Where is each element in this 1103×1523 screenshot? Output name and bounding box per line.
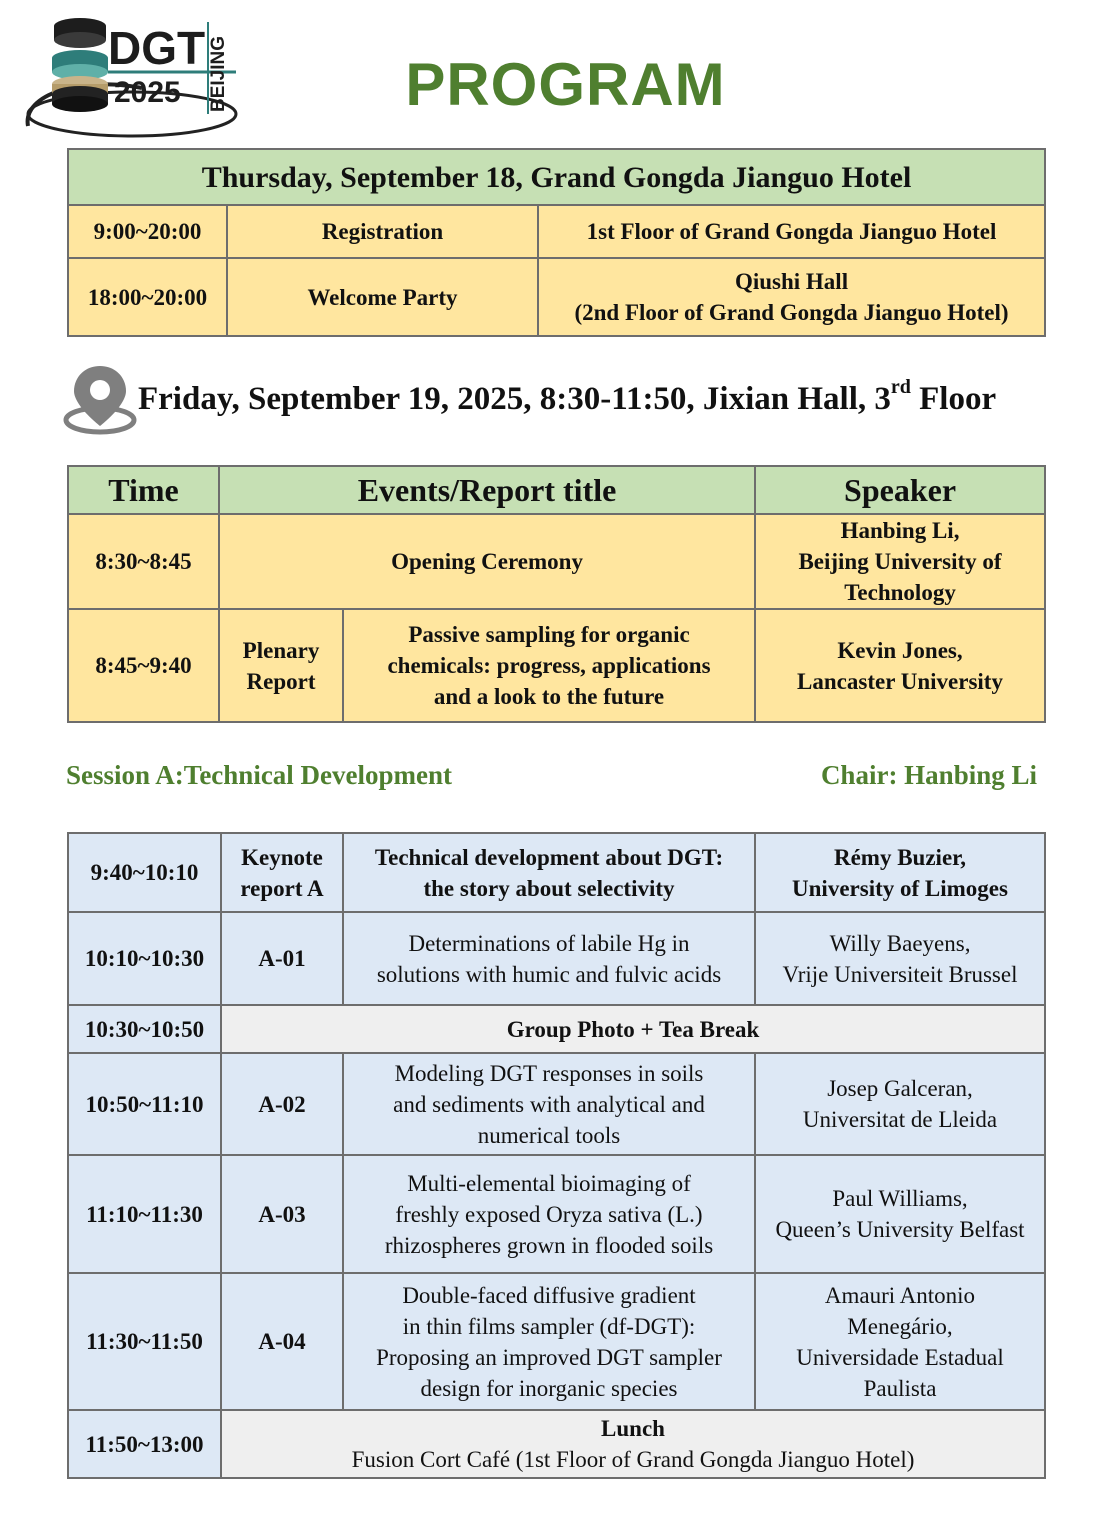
title-line: freshly exposed Oryza sativa (L.) xyxy=(395,1201,703,1227)
title-line: in thin films sampler (df-DGT): xyxy=(402,1313,696,1339)
friday-heading xyxy=(138,376,997,418)
row-time: 10:30~10:50 xyxy=(68,1005,221,1053)
speaker-line: Amauri Antonio xyxy=(824,1282,976,1308)
speaker-line: Paulista xyxy=(863,1375,937,1401)
code-line: Keynote xyxy=(241,844,323,870)
friday-heading-end: Floor xyxy=(910,381,997,417)
speaker-line: Universidade Estadual xyxy=(796,1344,1004,1370)
row-title xyxy=(343,1053,755,1155)
title-line: rhizospheres grown in flooded soils xyxy=(384,1232,714,1258)
row-time: 10:50~11:10 xyxy=(68,1053,221,1155)
row-speaker xyxy=(755,1053,1045,1155)
title-line: Technical development about DGT: xyxy=(374,844,724,870)
table-row xyxy=(68,514,1045,609)
speaker-line: Technology xyxy=(844,580,956,605)
logo-abbrev: DGT xyxy=(108,22,206,74)
row-event: Registration xyxy=(227,205,538,258)
row-speaker xyxy=(755,912,1045,1005)
title-line: design for inorganic species xyxy=(420,1375,678,1401)
lunch-label: Lunch xyxy=(601,1416,665,1441)
speaker-line: University of Limoges xyxy=(792,875,1008,901)
table-row xyxy=(68,609,1045,722)
row-speaker xyxy=(755,1273,1045,1410)
row-type xyxy=(219,609,343,722)
row-time: 10:10~10:30 xyxy=(68,912,221,1005)
location-pin-icon xyxy=(62,362,138,438)
speaker-line: Paul Williams, xyxy=(832,1186,968,1211)
speaker-line: Willy Baeyens, xyxy=(829,930,971,956)
title-line: and sediments with analytical and xyxy=(393,1091,705,1117)
table-row xyxy=(68,205,1045,258)
table-row xyxy=(68,1273,1045,1410)
row-time: 11:30~11:50 xyxy=(68,1273,221,1410)
type-line: Report xyxy=(246,668,316,694)
title-line: Proposing an improved DGT sampler xyxy=(376,1344,722,1370)
speaker-line: Josep Galceran, xyxy=(827,1076,973,1101)
table-row xyxy=(68,833,1045,912)
title-line: numerical tools xyxy=(477,1122,621,1148)
speaker-line: Queen’s University Belfast xyxy=(775,1217,1025,1242)
plenary-schedule-table xyxy=(67,465,1046,723)
thursday-schedule-table xyxy=(67,148,1046,337)
table-row xyxy=(68,1410,1045,1478)
speaker-line: Kevin Jones, xyxy=(837,637,963,663)
row-code: A-03 xyxy=(221,1155,343,1273)
col-header-event: Events/Report title xyxy=(219,466,755,514)
row-time: 8:30~8:45 xyxy=(68,514,219,609)
place-line-2: (2nd Floor of Grand Gongda Jianguo Hotel) xyxy=(574,300,1009,325)
row-title xyxy=(343,1155,755,1273)
row-time: 11:50~13:00 xyxy=(68,1410,221,1478)
row-time: 18:00~20:00 xyxy=(68,258,227,336)
row-event: Welcome Party xyxy=(227,258,538,336)
session-a-chair: Chair: Hanbing Li xyxy=(820,760,1037,790)
logo-city: BEIJING xyxy=(208,35,229,112)
friday-heading-text: Friday, September 19, 2025, 8:30-11:50, Jixian Hall, 3 xyxy=(138,381,891,417)
title-line: and a look to the future xyxy=(433,684,665,709)
thursday-heading: Thursday, September 18, Grand Gongda Jianguo Hotel xyxy=(68,149,1045,205)
thursday-heading-row xyxy=(68,149,1045,205)
table-row xyxy=(68,1155,1045,1273)
logo-year: 2025 xyxy=(114,76,181,109)
session-a-table xyxy=(67,832,1046,1479)
speaker-line: Hanbing Li, xyxy=(840,518,960,543)
title-line: Double-faced diffusive gradient xyxy=(402,1282,696,1308)
row-code xyxy=(221,833,343,912)
title-line: Multi-elemental bioimaging of xyxy=(407,1170,691,1196)
row-place xyxy=(538,258,1045,336)
session-a-title: Session A:Technical Development xyxy=(66,760,453,790)
table-row xyxy=(68,1053,1045,1155)
row-code: A-04 xyxy=(221,1273,343,1410)
break-label: Group Photo + Tea Break xyxy=(221,1005,1045,1053)
speaker-line: Beijing University of xyxy=(798,549,1002,574)
header-row xyxy=(68,466,1045,514)
row-title xyxy=(343,1273,755,1410)
col-header-speaker: Speaker xyxy=(755,466,1045,514)
row-title xyxy=(343,833,755,912)
speaker-line: Universitat de Lleida xyxy=(802,1107,998,1132)
col-header-time: Time xyxy=(68,466,219,514)
row-title xyxy=(343,609,755,722)
title-line: solutions with humic and fulvic acids xyxy=(376,961,722,987)
lunch-cell xyxy=(221,1410,1045,1478)
type-line: Plenary xyxy=(242,637,320,663)
row-time: 11:10~11:30 xyxy=(68,1155,221,1273)
row-title xyxy=(343,912,755,1005)
table-row xyxy=(68,1005,1045,1053)
row-speaker xyxy=(755,609,1045,722)
row-time: 9:00~20:00 xyxy=(68,205,227,258)
title-line: Passive sampling for organic xyxy=(408,622,690,647)
title-line: chemicals: progress, applications xyxy=(387,653,711,678)
table-row xyxy=(68,258,1045,336)
page-title: PROGRAM xyxy=(405,51,726,118)
title-line: the story about selectivity xyxy=(423,875,675,901)
lunch-place: Fusion Cort Café (1st Floor of Grand Gongda Jianguo Hotel) xyxy=(351,1447,915,1472)
row-code: A-01 xyxy=(221,912,343,1005)
row-speaker xyxy=(755,1155,1045,1273)
code-line: report A xyxy=(240,875,324,901)
title-line: Modeling DGT responses in soils xyxy=(394,1060,704,1086)
speaker-line: Lancaster University xyxy=(797,668,1003,694)
row-title: Opening Ceremony xyxy=(219,514,755,609)
row-code: A-02 xyxy=(221,1053,343,1155)
speaker-line: Vrije Universiteit Brussel xyxy=(782,961,1018,987)
row-speaker xyxy=(755,833,1045,912)
place-line-1: Qiushi Hall xyxy=(734,269,849,294)
row-speaker xyxy=(755,514,1045,609)
row-place: 1st Floor of Grand Gongda Jianguo Hotel xyxy=(538,205,1045,258)
speaker-line: Menegário, xyxy=(847,1313,953,1339)
friday-heading-sup: rd xyxy=(890,376,911,398)
row-time: 9:40~10:10 xyxy=(68,833,221,912)
speaker-line: Rémy Buzier, xyxy=(833,844,966,870)
table-row xyxy=(68,912,1045,1005)
title-line: Determinations of labile Hg in xyxy=(408,930,690,956)
row-time: 8:45~9:40 xyxy=(68,609,219,722)
